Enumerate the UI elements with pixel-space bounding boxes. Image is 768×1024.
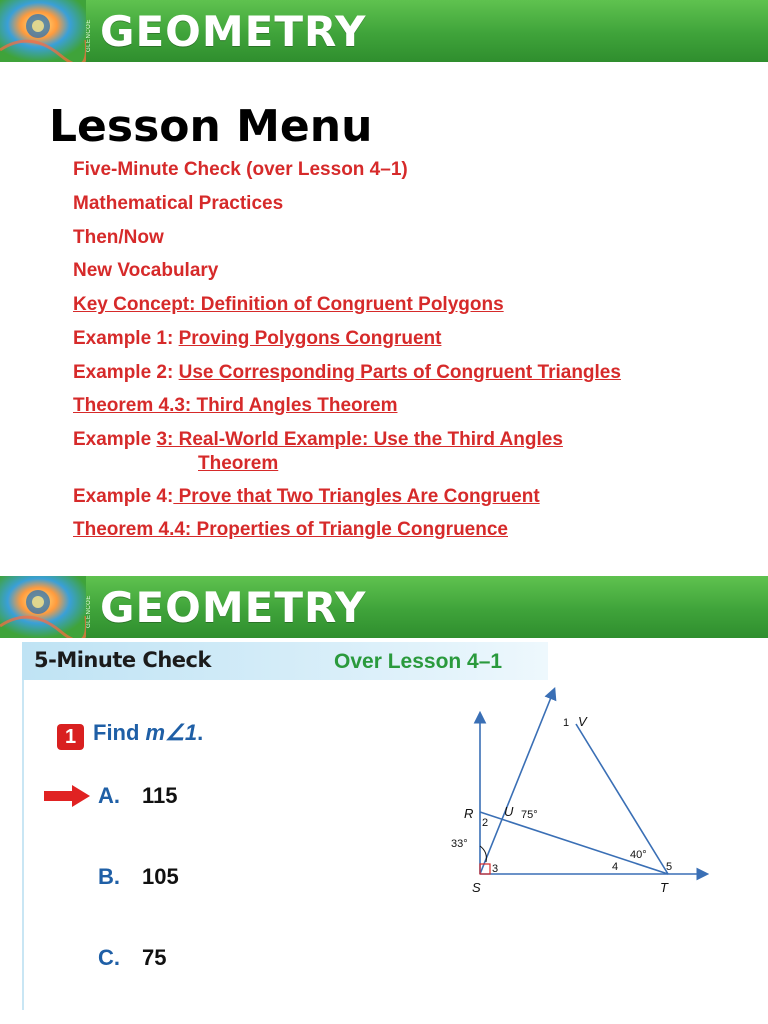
answer-option-a[interactable]: A. 115 xyxy=(98,783,178,808)
geometry-banner xyxy=(0,0,768,62)
question-variable: m∠1 xyxy=(145,720,198,745)
menu-item-example-4[interactable]: Example 4: Prove that Two Triangles Are Congruent xyxy=(73,486,540,507)
point-label-s: S xyxy=(472,880,481,895)
line-sv xyxy=(480,690,554,874)
angle-label-2: 2 xyxy=(482,817,489,829)
example-2-link[interactable]: Use Corresponding Parts of Congruent Triangles xyxy=(178,362,621,383)
fractal-art-icon xyxy=(0,576,86,638)
answer-option-c[interactable]: C. 75 xyxy=(98,945,167,970)
menu-item-example-3[interactable]: Example 3: Real-World Example: Use the Third Angles Theorem xyxy=(73,429,563,474)
line-vt xyxy=(576,724,668,874)
five-minute-check-header xyxy=(22,642,548,680)
menu-item-five-minute-check[interactable]: Five-Minute Check (over Lesson 4–1) xyxy=(73,159,408,180)
menu-item-example-1[interactable]: Example 1: Proving Polygons Congruent xyxy=(73,328,442,349)
angle-label-4: 4 xyxy=(612,861,619,873)
divider xyxy=(22,680,24,1010)
question-number-badge: 1 xyxy=(57,724,84,750)
menu-item-key-concept[interactable]: Key Concept: Definition of Congruent Polygons xyxy=(73,294,504,315)
banner-title: GEOMETRY xyxy=(100,7,367,56)
check-title: 5-Minute Check xyxy=(34,648,211,672)
angle-measure-75: 75° xyxy=(521,809,538,821)
angle-label-1: 1 xyxy=(563,717,570,729)
selected-answer-arrow-icon xyxy=(44,785,90,807)
angle-measure-33: 33° xyxy=(451,838,468,850)
fractal-art-icon xyxy=(0,0,86,62)
menu-item-theorem-4-3[interactable]: Theorem 4.3: Third Angles Theorem xyxy=(73,395,398,416)
geometry-banner xyxy=(0,576,768,638)
menu-item-example-2[interactable]: Example 2: Use Corresponding Parts of Congruent Triangles xyxy=(73,362,621,383)
page-title: Lesson Menu xyxy=(49,101,373,152)
angle-measure-40: 40° xyxy=(630,849,647,861)
question-text: Find m∠1. xyxy=(93,720,204,745)
brand-logo-text: GLENCOE xyxy=(86,19,92,52)
brand-logo-text: GLENCOE xyxy=(86,595,92,628)
point-label-v: V xyxy=(578,714,587,729)
angle-label-3: 3 xyxy=(492,863,499,875)
menu-item-mathematical-practices[interactable]: Mathematical Practices xyxy=(73,193,284,214)
check-over-lesson: Over Lesson 4–1 xyxy=(334,650,503,673)
angle-label-5: 5 xyxy=(666,861,673,873)
line-rt xyxy=(480,812,668,874)
menu-item-new-vocabulary[interactable]: New Vocabulary xyxy=(73,260,219,281)
example-3-link[interactable]: 3: Real-World Example: Use the Third Angles xyxy=(156,429,563,450)
banner-title: GEOMETRY xyxy=(100,583,367,632)
menu-item-then-now[interactable]: Then/Now xyxy=(73,227,164,248)
five-minute-check-slide xyxy=(0,576,768,1024)
point-label-u: U xyxy=(504,804,514,819)
point-label-r: R xyxy=(464,806,474,821)
answer-option-b[interactable]: B. 105 xyxy=(98,864,179,889)
triangle-figure xyxy=(448,686,718,896)
menu-item-theorem-4-4[interactable]: Theorem 4.4: Properties of Triangle Congruence xyxy=(73,519,508,540)
example-3-link-continued[interactable]: Theorem xyxy=(198,453,279,474)
example-4-link[interactable]: Prove that Two Triangles Are Congruent xyxy=(173,486,540,507)
example-1-link[interactable]: Proving Polygons Congruent xyxy=(178,328,442,349)
point-label-t: T xyxy=(660,880,668,895)
